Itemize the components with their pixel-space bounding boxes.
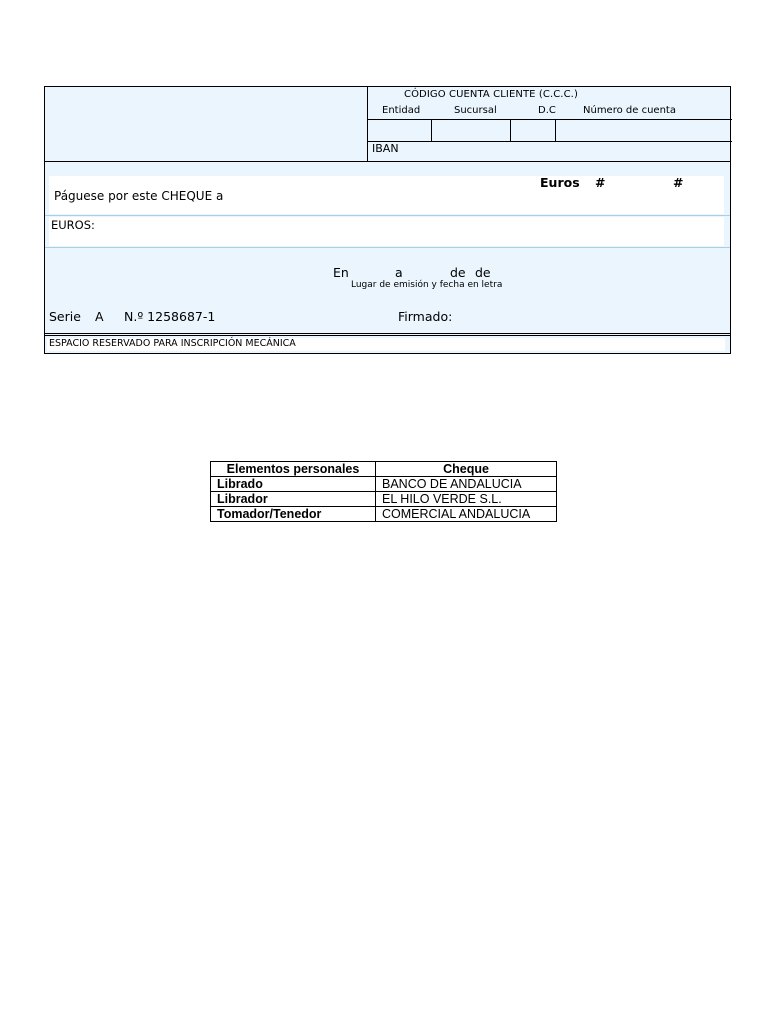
place-en-label: En (333, 265, 349, 280)
ccc-input-grid (368, 119, 732, 142)
ccc-title: CÓDIGO CUENTA CLIENTE (C.C.C.) (404, 89, 578, 100)
euros-amount-label: Euros (540, 175, 580, 190)
date-de-label-1: de (450, 265, 466, 280)
numero-cuenta-field[interactable] (556, 120, 731, 141)
entidad-field[interactable] (368, 120, 432, 141)
place-a-label: a (395, 265, 403, 280)
place-date-caption: Lugar de emisión y fecha en letra (351, 280, 503, 290)
serie-label: Serie (49, 309, 81, 324)
table-cell-value: COMERCIAL ANDALUCIA (376, 507, 557, 522)
euros-words-field[interactable] (49, 217, 724, 246)
ccc-header-numero: Número de cuenta (583, 105, 676, 116)
table-cell-value: EL HILO VERDE S.L. (376, 492, 557, 507)
ccc-box (367, 87, 732, 161)
serie-value: A (95, 309, 104, 324)
table-cell-key: Librado (211, 477, 376, 492)
table-header: Cheque (376, 462, 557, 477)
ccc-header-sucursal: Sucursal (454, 105, 497, 116)
euros-words-label: EUROS: (51, 218, 95, 232)
signed-label: Firmado: (398, 309, 453, 324)
reserved-label: ESPACIO RESERVADO PARA INSCRIPCIÓN MECÁNICA (49, 338, 296, 349)
divider (45, 161, 730, 162)
table-cell-key: Tomador/Tenedor (211, 507, 376, 522)
table-cell-value: BANCO DE ANDALUCIA (376, 477, 557, 492)
ccc-header-entidad: Entidad (382, 105, 421, 116)
table-row (211, 492, 557, 507)
pay-to-label: Páguese por este CHEQUE a (54, 189, 224, 203)
cheque-number: N.º 1258687-1 (124, 309, 216, 324)
issuer-area (45, 87, 367, 161)
sucursal-field[interactable] (432, 120, 511, 141)
table-cell-key: Librador (211, 492, 376, 507)
table-header-row (211, 462, 557, 477)
personal-elements-table (210, 461, 557, 522)
table-header: Elementos personales (211, 462, 376, 477)
dc-field[interactable] (511, 120, 556, 141)
date-de-label-2: de (475, 265, 491, 280)
cheque-form (44, 86, 731, 354)
divider (45, 247, 730, 248)
iban-label: IBAN (372, 142, 399, 155)
ccc-header-dc: D.C (538, 105, 556, 116)
table-row (211, 507, 557, 522)
divider (45, 215, 730, 216)
reserved-strip (45, 333, 730, 353)
table-row (211, 477, 557, 492)
euros-amount-hash-1: # (595, 175, 606, 190)
euros-amount-hash-2: # (673, 175, 684, 190)
